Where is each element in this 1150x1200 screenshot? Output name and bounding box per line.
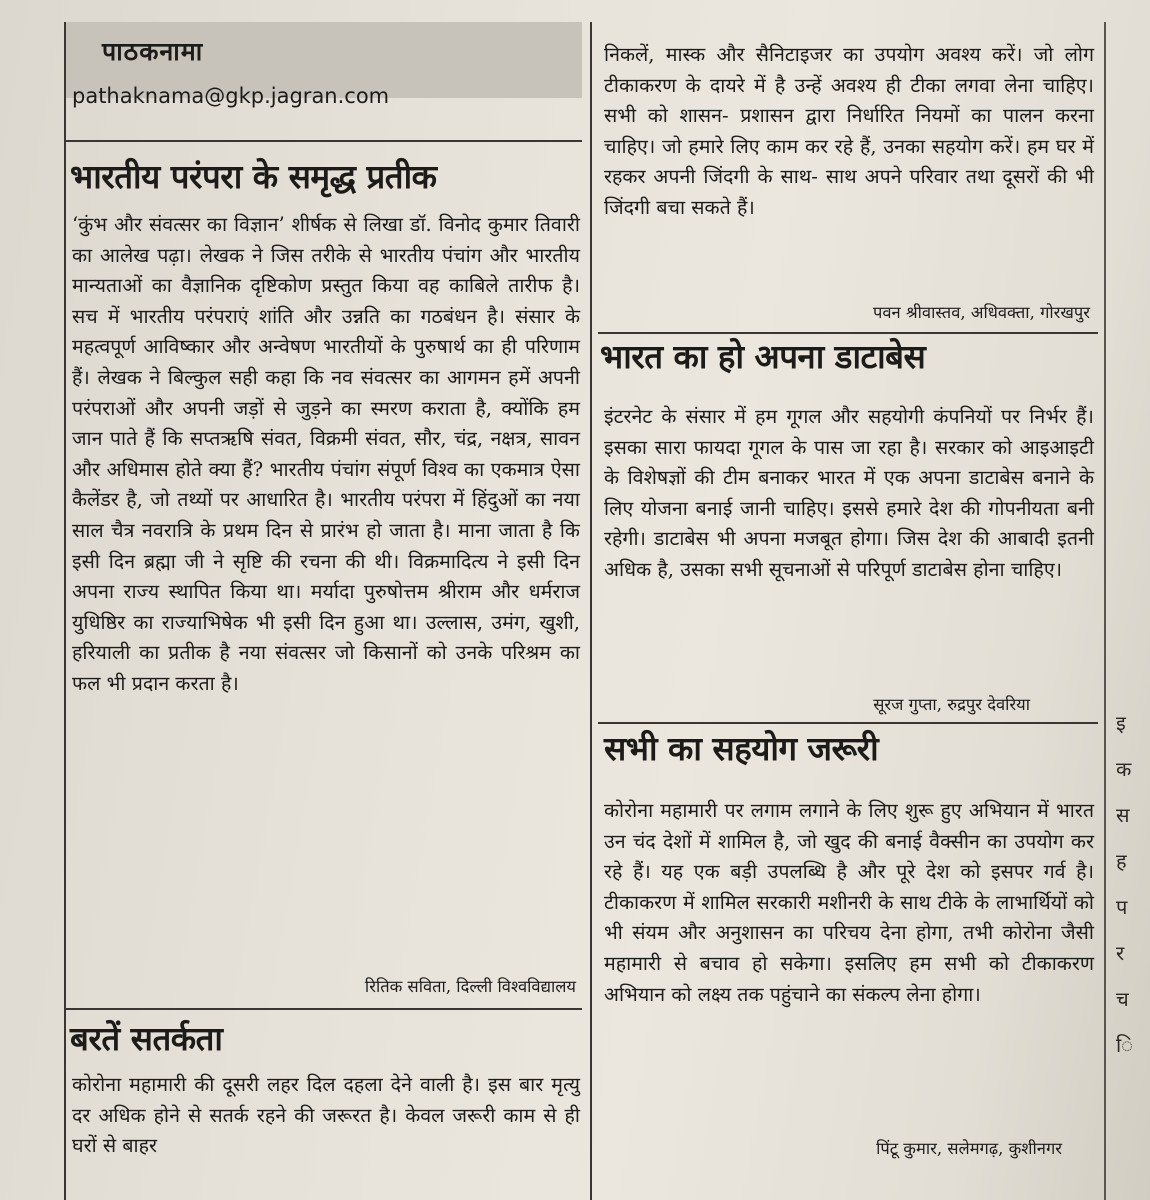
letter-1-separator xyxy=(66,1008,582,1010)
edge-glyph: र xyxy=(1116,941,1125,965)
edge-glyph: ि xyxy=(1116,1033,1134,1057)
edge-glyph: प xyxy=(1116,895,1128,919)
letter-2-byline: पवन श्रीवास्तव, अधिवक्ता, गोरखपुर xyxy=(873,303,1090,322)
letter-3-separator xyxy=(598,722,1098,724)
column-rule-right xyxy=(1104,22,1106,1200)
letter-1-byline: रितिक सविता, दिल्ली विश्वविद्यालय xyxy=(364,977,576,996)
letter-2-body-part2: निकलें, मास्क और सैनिटाइजर का उपयोग अवश्य करें। जो लोग टीकाकरण के दायरे में है उन्हें अवश्य ही टीका लगवा लेना चाहिए। सभी को शासन- प्रशासन द्वारा निर्धारित नियमों का पालन करना चाहिए। जो हमारे लिए काम कर रहे हैं, उनका सहयोग करें। हम घर में रहकर अपनी जिंदगी के साथ- साथ अपने परिवार तथा दूसरों की भी जिंदगी बचा सकते हैं। xyxy=(604,43,1094,219)
letter-2-headline: बरतें सतर्कता xyxy=(70,1019,223,1058)
letter-4-headline: सभी का सहयोग जरूरी xyxy=(604,729,879,768)
letter-4-byline: पिंटू कुमार, सलेमगढ़, कुशीनगर xyxy=(876,1139,1062,1158)
edge-glyph: इ xyxy=(1116,711,1126,735)
letter-3-byline: सूरज गुप्ता, रुद्रपुर देवरिया xyxy=(873,695,1030,714)
letter-1-headline: भारतीय परंपरा के समृद्ध प्रतीक xyxy=(70,157,437,196)
letter-3-headline: भारत का हो अपना डाटाबेस xyxy=(600,337,926,376)
letter-4-body: कोरोना महामारी पर लगाम लगाने के लिए शुरू हुए अभियान में भारत उन चंद देशों में शामिल है, जो खुद की बनाई वैक्सीन का उपयोग कर रहे हैं। यह एक बड़ी उपलब्धि है और पूरे देश को इसपर गर्व है। टीकाकरण में शामिल सरकारी मशीनरी के साथ टीके के लाभार्थियों को भी संयम और अनुशासन का परिचय देना होगा, तभी कोरोना जैसी महामारी से बचाव हो सकेगा। इसलिए हम सभी को टीकाकरण अभियान को लक्ष्य तक पहुंचाने का संकल्प लेना होगा। xyxy=(604,799,1094,1006)
section-title: पाठकनामा xyxy=(102,37,204,66)
column-rule-left xyxy=(64,22,66,1200)
letter-2-separator xyxy=(598,332,1098,334)
header-rule xyxy=(66,140,582,142)
edge-glyph: स xyxy=(1116,803,1130,827)
letter-2-body-part1: कोरोना महामारी की दूसरी लहर दिल दहला देने वाली है। इस बार मृत्यु दर अधिक होने से सतर्क रहने की जरूरत है। केवल जरूरी काम से ही घरों से बाहर xyxy=(72,1073,581,1158)
edge-glyph: ह xyxy=(1116,849,1127,873)
column-divider xyxy=(590,22,592,1200)
edge-glyph: क xyxy=(1116,757,1132,781)
edge-glyph: च xyxy=(1116,987,1129,1011)
adjacent-column-fragment xyxy=(1116,700,1150,1200)
letter-1-body: ‘कुंभ और संवत्सर का विज्ञान’ शीर्षक से लिखा डॉ. विनोद कुमार तिवारी का आलेख पढ़ा। लेखक ने जिस तरीके से भारतीय पंचांग और भारतीय मान्यताओं का वैज्ञानिक दृष्टिकोण प्रस्तुत किया वह काबिले तारीफ है। सच में भारतीय परंपराएं शांति और उन्नति का गठबंधन है। संसार के महत्वपूर्ण आविष्कार और अन्वेषण भारतीयों के पुरुषार्थ का ही परिणाम हैं। लेखक ने बिल्कुल सही कहा कि नव संवत्सर का आगमन हमें अपनी परंपराओं और अपनी जड़ों से जुड़ने का स्मरण कराता है, क्योंकि हम जान पाते हैं कि सप्तऋषि संवत, विक्रमी संवत, सौर, चंद्र, नक्षत्र, सावन और अधिमास होते क्या हैं? भारतीय पंचांग संपूर्ण विश्व का एकमात्र ऐसा कैलेंडर है, जो तथ्यों पर आधारित है। भारतीय परंपरा में हिंदुओं का नया साल चैत्र नवरात्रि के प्रथम दिन से प्रारंभ हो जाता है। माना जाता है कि इसी दिन ब्रह्मा जी ने सृष्टि की रचना की थी। विक्रमादित्य ने इसी दिन अपना राज्य स्थापित किया था। मर्यादा पुरुषोत्तम श्रीराम और धर्मराज युधिष्ठिर का राज्याभिषेक भी इसी दिन हुआ था। उल्लास, उमंग, खुशी, हरियाली का प्रतीक है नया संवत्सर जो किसानों को उनके परिश्रम का फल भी प्रदान करता है। xyxy=(72,213,580,695)
section-email: pathaknama@gkp.jagran.com xyxy=(72,84,390,108)
letter-3-body: इंटरनेट के संसार में हम गूगल और सहयोगी कंपनियों पर निर्भर हैं। इसका सारा फायदा गूगल के पास जा रहा है। सरकार को आइआइटी के विशेषज्ञों की टीम बनाकर भारत में एक अपना डाटाबेस बनाने के लिए योजना बनाई जानी चाहिए। इससे हमारे देश की गोपनीयता बनी रहेगी। डाटाबेस भी अपना मजबूत होगा। जिस देश की आबादी इतनी अधिक है, उसका सभी सूचनाओं से परिपूर्ण डाटाबेस होना चाहिए। xyxy=(604,405,1094,581)
